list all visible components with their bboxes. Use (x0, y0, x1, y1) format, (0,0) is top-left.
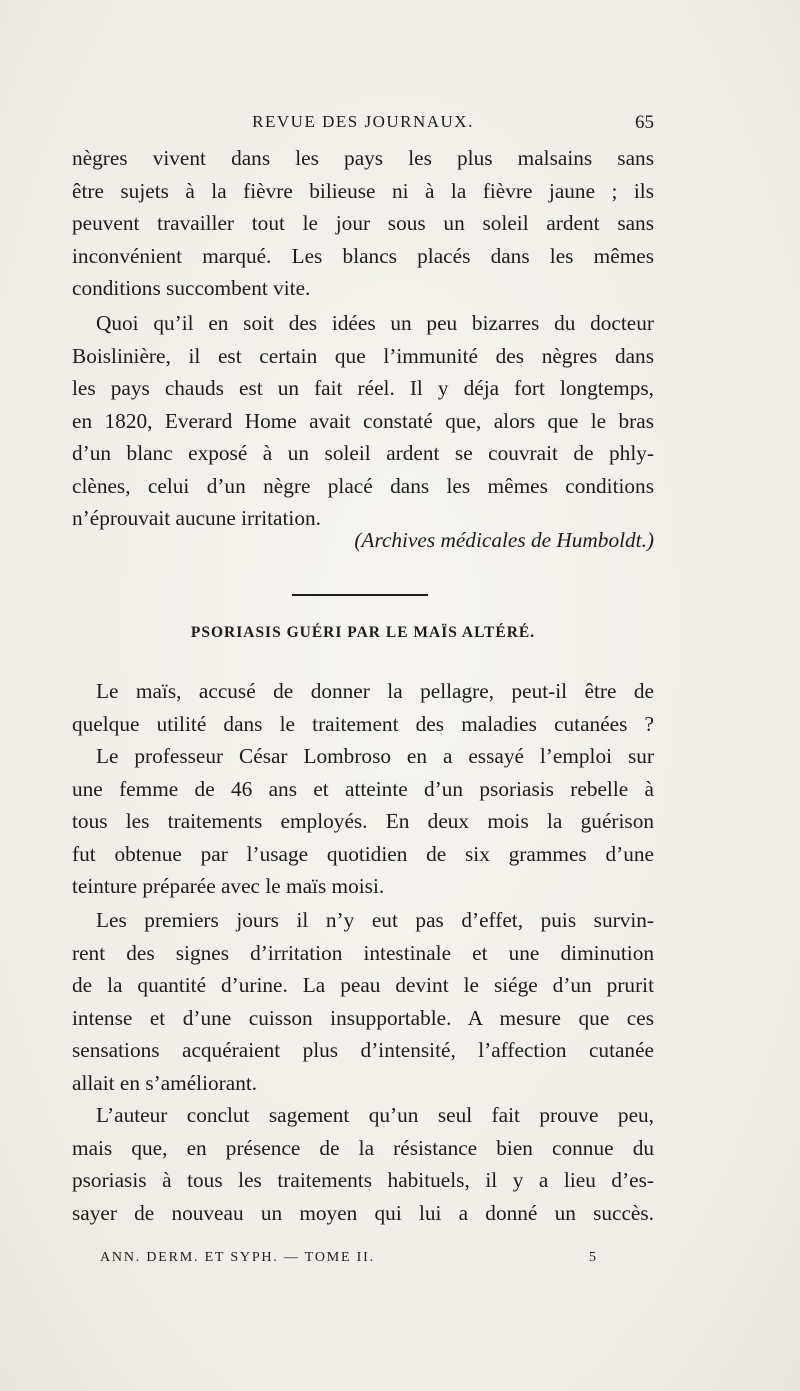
text-line: Les premiers jours il n’y eut pas d’effet, puis survin- (96, 908, 654, 932)
text-line: Le professeur César Lombroso en a essayé l’emploi sur (96, 744, 654, 768)
signature-mark: ANN. DERM. ET SYPH. — TOME II. (100, 1250, 375, 1265)
signature-footer (100, 1250, 596, 1274)
text-line: mais que, en présence de la résistance bien connue du (72, 1135, 654, 1160)
text-line: quelque utilité dans le traitement des maladies cutanées ? (72, 711, 654, 736)
text-line: teinture préparée avec le maïs moisi. (72, 874, 385, 898)
text-line: inconvénient marqué. Les blancs placés dans les mêmes (72, 243, 654, 268)
paragraph-mais (72, 675, 654, 903)
text-line: sensations acquéraient plus d’intensité, l’affection cutanée (72, 1038, 654, 1062)
text-line: de la quantité d’urine. La peau devint le siége d’un prurit (72, 973, 654, 997)
paragraph-continuation (72, 142, 654, 305)
text-line: n’éprouvait aucune irritation. (72, 506, 321, 530)
text-line: en 1820, Everard Home avait constaté que, alors que le bras (72, 408, 654, 433)
source-citation: (Archives médicales de Humboldt.) (354, 528, 654, 552)
text-line: fut obtenue par l’usage quotidien de six grammes d’une (72, 841, 654, 866)
text-line: les pays chauds est un fait réel. Il y déja fort longtemps, (72, 376, 654, 400)
running-title: REVUE DES JOURNAUX. (252, 112, 474, 131)
text-line: d’un blanc exposé à un soleil ardent se couvrait de phly- (72, 441, 654, 465)
text-line: tous les traitements employés. En deux mois la guérison (72, 809, 654, 833)
text-line: sayer de nouveau un moyen qui lui a donné un succès. (72, 1200, 654, 1225)
text-line: une femme de 46 ans et atteinte d’un psoriasis rebelle à (72, 776, 654, 801)
text-line: intense et d’une cuisson insupportable. A mesure que ces (72, 1005, 654, 1030)
text-line: Boislinière, il est certain que l’immunité des nègres dans (72, 343, 654, 368)
text-line: être sujets à la fièvre bilieuse ni à la fièvre jaune ; ils (72, 178, 654, 203)
section-title: PSORIASIS GUÉRI PAR LE MAÏS ALTÉRÉ. (190, 624, 536, 641)
text-line: Quoi qu’il en soit des idées un peu bizarres du docteur (96, 311, 654, 335)
text-line: psoriasis à tous les traitements habituels, il y a lieu d’es- (72, 1168, 654, 1192)
text-line: conditions succombent vite. (72, 276, 311, 300)
text-line: peuvent travailler tout le jour sous un soleil ardent sans (72, 211, 654, 235)
text-line: allait en s’améliorant. (72, 1070, 258, 1095)
paragraph-effects (72, 904, 654, 1099)
page-number: 65 (635, 112, 654, 133)
text-line: L’auteur conclut sagement qu’un seul fait prouve peu, (96, 1103, 654, 1127)
text-line: clènes, celui d’un nègre placé dans les mêmes conditions (72, 473, 654, 498)
text-line: rent des signes d’irritation intestinale et une diminution (72, 940, 654, 965)
paragraph-conclusion (72, 1099, 654, 1229)
section-divider (292, 594, 428, 596)
paragraph-immunity (72, 307, 654, 535)
text-line: Le maïs, accusé de donner la pellagre, peut-il être de (96, 679, 654, 703)
text-line: nègres vivent dans les pays les plus malsains sans (72, 146, 654, 170)
sheet-number: 5 (589, 1250, 596, 1265)
running-head (72, 112, 654, 138)
